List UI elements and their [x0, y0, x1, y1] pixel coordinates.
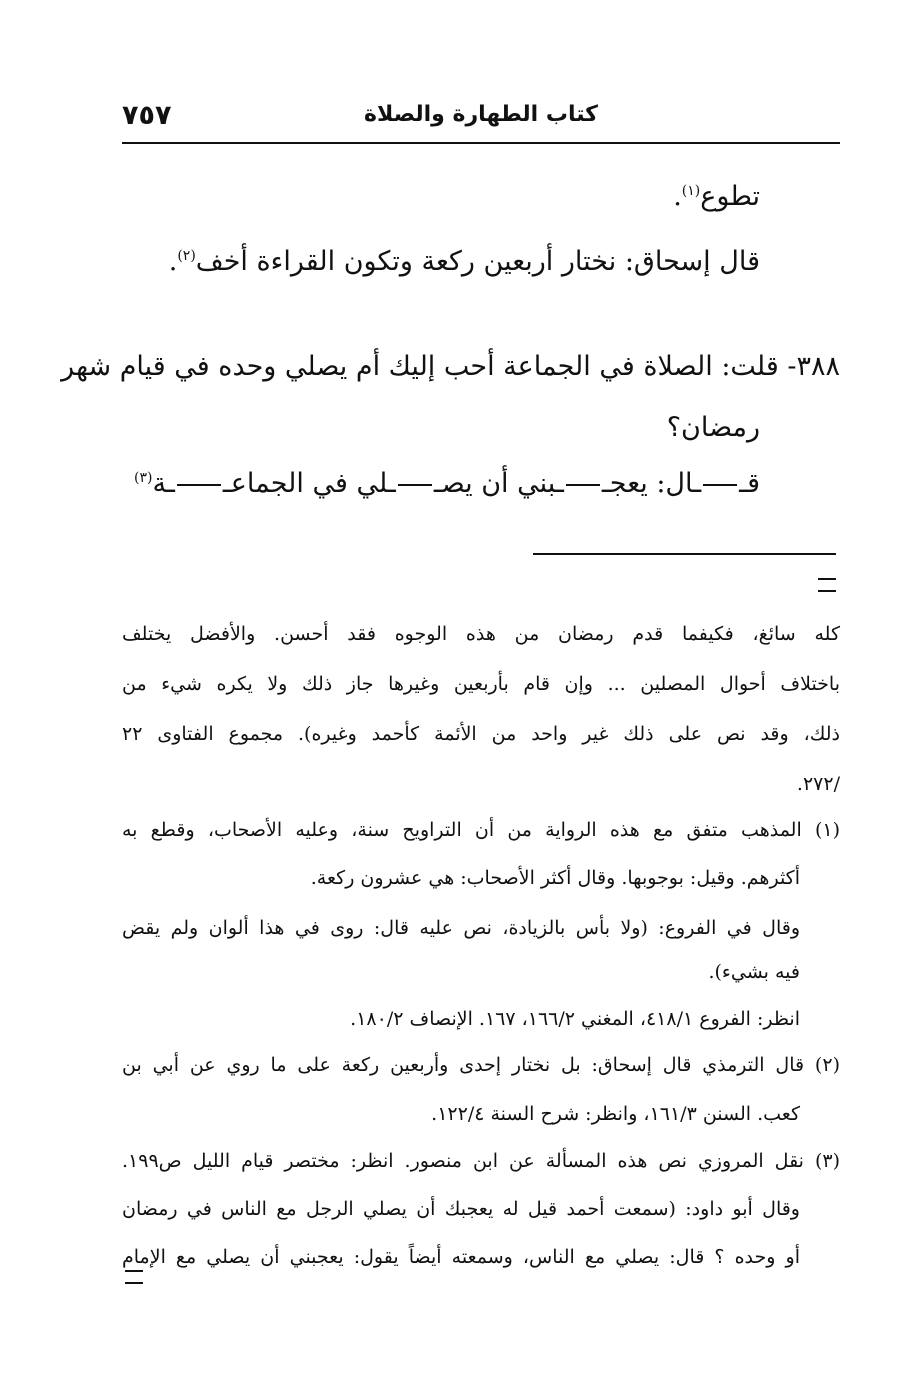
footnote-2-line-1: (٢) قال الترمذي قال إسحاق: بل نختار إحدى وأربعين ركعة على ما روي عن أبي بن — [122, 1054, 840, 1076]
main-line-2-text: قال إسحاق: نختار أربعين ركعة وتكون القراءة أخف — [195, 246, 760, 277]
answer-line — [134, 470, 760, 497]
footnote-3-line-3: أو وحده ؟ قال: يصلي مع الناس، وسمعته أيضاً يقول: يعجبني أن يصلي مع الإمام — [122, 1246, 800, 1268]
answer-part-2: ـال: يعجـ — [601, 468, 702, 499]
answer-part-1: قـ — [739, 468, 760, 499]
footnote-1-line-3: وقال في الفروع: (ولا بأس بالزيادة، نص عليه قال: روى في هذا ألوان ولم يقض — [122, 917, 800, 939]
continuation-mark-top — [818, 578, 836, 592]
footnote-continuation-line-2: باختلاف أحوال المصلين ... وإن قام بأربعين وغيرها جاز ذلك ولا يكره شيء من — [122, 673, 840, 695]
footnote-1-line-5: انظر: الفروع ٤١٨/١، المغني ١٦٦/٢، ١٦٧. الإنصاف ١٨٠/٢. — [350, 1008, 800, 1030]
footnote-continuation-line-4: /٢٧٢. — [796, 773, 840, 795]
footnote-3-line-1: (٣) نقل المروزي نص هذه المسألة عن ابن منصور. انظر: مختصر قيام الليل ص١٩٩. — [122, 1150, 840, 1172]
footnote-ref-1: (١) — [681, 183, 701, 199]
main-line-2 — [169, 248, 760, 275]
kashida-2 — [566, 484, 600, 486]
main-line-1-end: . — [673, 181, 682, 212]
answer-part-4: ـلي في الجماعـ — [222, 468, 396, 499]
header-rule — [122, 142, 840, 144]
footnote-3-line-2: وقال أبو داود: (سمعت أحمد قيل له يعجبك أن يصلي الرجل مع الناس في رمضان — [122, 1198, 800, 1220]
main-line-1-text: تطوع — [700, 181, 760, 212]
running-title: كتاب الطهارة والصلاة — [364, 102, 598, 127]
kashida-1 — [703, 484, 737, 486]
footnote-continuation-line-3: ذلك، وقد نص على ذلك غير واحد من الأئمة كأحمد وغيره). مجموع الفتاوى ٢٢ — [122, 723, 840, 745]
footnote-1-line-4: فيه بشيء). — [708, 961, 800, 983]
main-line-2-end: . — [168, 246, 178, 277]
answer-part-3: ـبني أن يصـ — [433, 468, 564, 499]
answer-part-5: ـة — [152, 468, 175, 499]
footnote-continuation-line-1: كله سائغ، فكيفما قدم رمضان من هذه الوجوه فقد أحسن. والأفضل يختلف — [122, 623, 840, 645]
page-header — [122, 100, 840, 140]
kashida-3 — [398, 484, 432, 486]
footnote-2-line-2: كعب. السنن ١٦١/٣، وانظر: شرح السنة ١٢٢/٤. — [431, 1103, 800, 1125]
footnote-1-line-1: (١) المذهب متفق مع هذه الرواية من أن التراويح سنة، وعليه الأصحاب، وقطع به — [122, 819, 840, 841]
footnote-1-line-2: أكثرهم. وقيل: بوجوبها. وقال أكثر الأصحاب: هي عشرون ركعة. — [310, 867, 800, 889]
kashida-4 — [177, 484, 221, 486]
footnote-ref-2: (٢) — [177, 248, 196, 264]
footnote-ref-3: (٣) — [134, 470, 153, 486]
footnote-separator — [533, 553, 836, 555]
page-number: ٧٥٧ — [122, 100, 172, 131]
question-388-continuation: رمضان؟ — [666, 412, 760, 443]
question-388-line: ٣٨٨- قلت: الصلاة في الجماعة أحب إليك أم يصلي وحده في قيام شهر — [61, 351, 840, 382]
continuation-mark-bottom — [125, 1270, 143, 1284]
main-line-1 — [673, 183, 760, 210]
